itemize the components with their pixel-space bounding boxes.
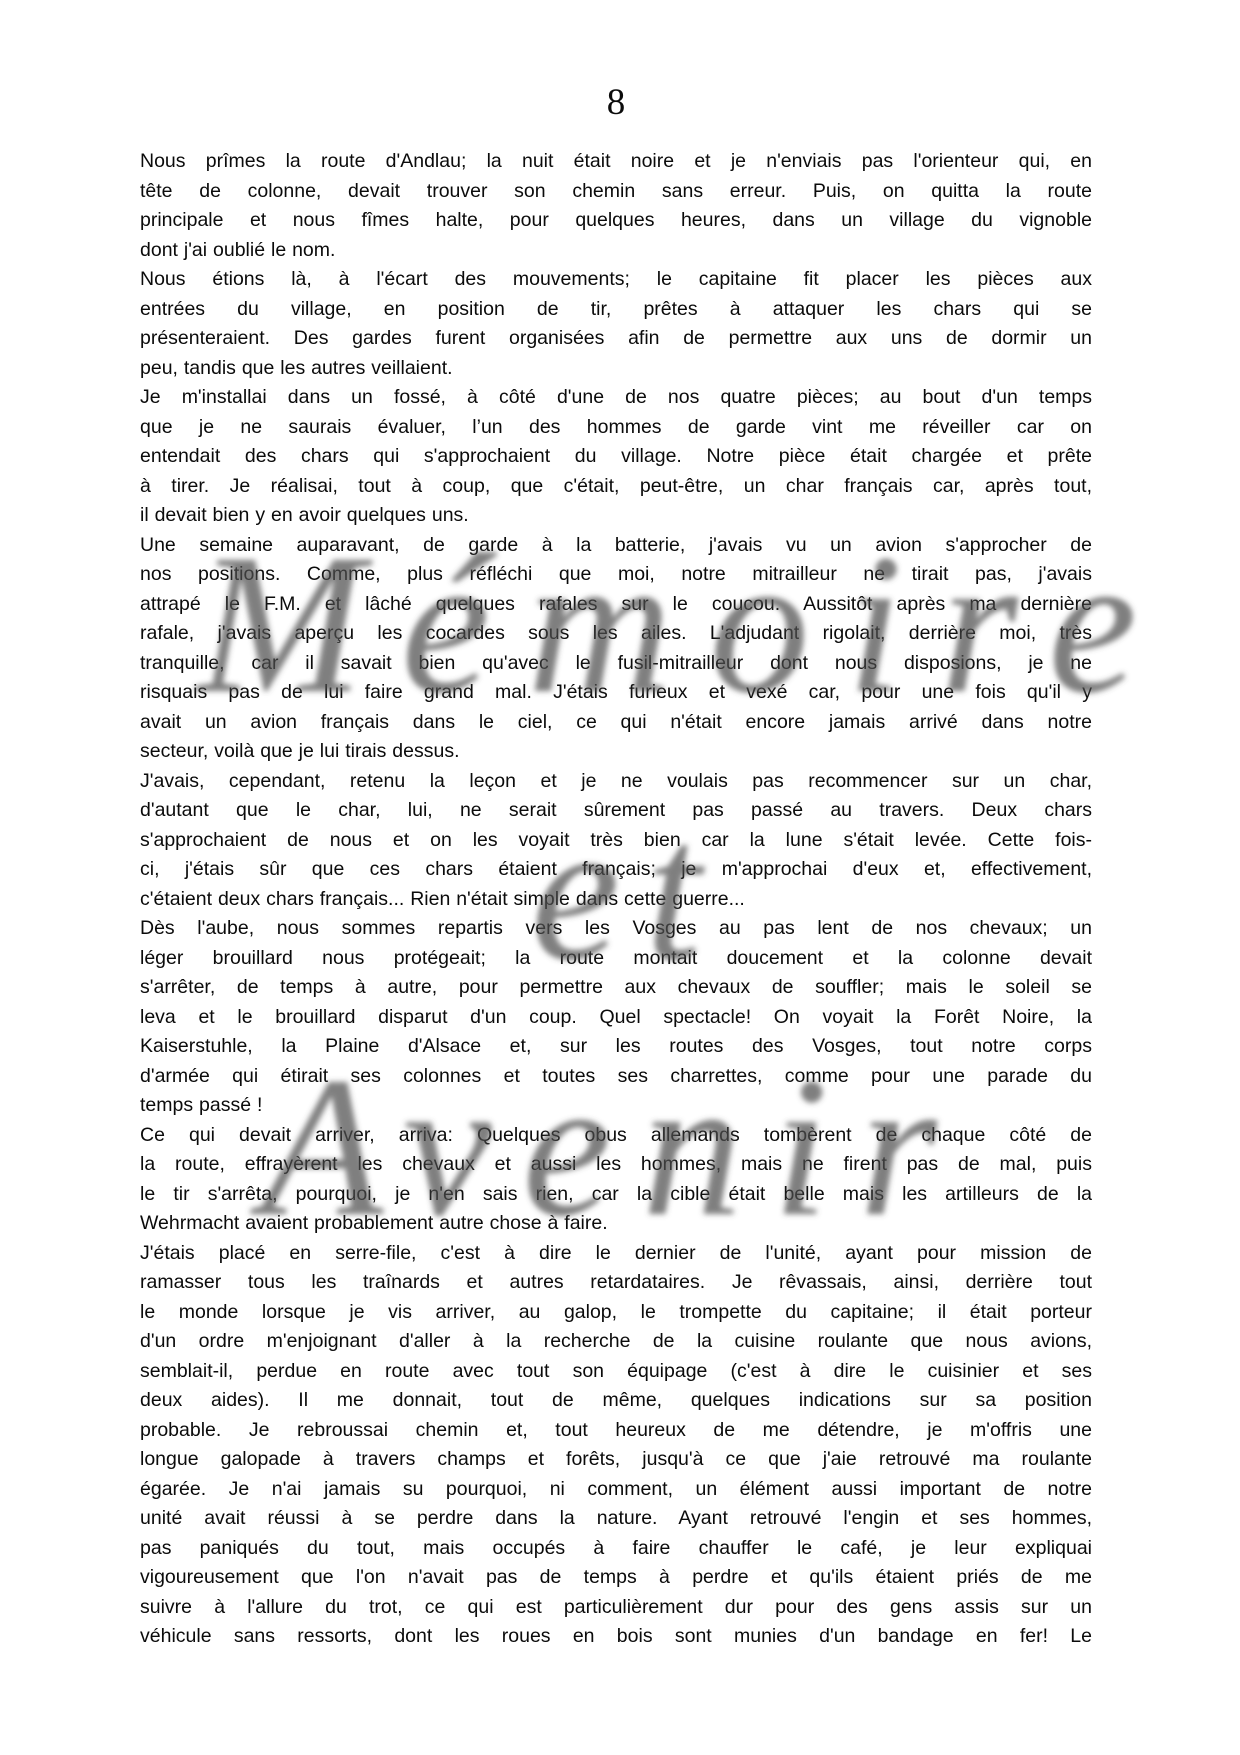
text-line: semblait-il, perdue en route avec tout son équipage (c'est à dire le cuisinier et ses xyxy=(140,1359,1092,1382)
text-line: leva et le brouillard disparut d'un coup. Quel spectacle! On voyait la Forêt Noire, la xyxy=(140,1005,1092,1028)
text-line: Wehrmacht avaient probablement autre chose à faire. xyxy=(140,1212,608,1234)
text-line: entendait des chars qui s'approchaient du village. Notre pièce était chargée et prête xyxy=(140,445,1092,467)
text-line: tranquille, car il savait bien qu'avec le fusil-mitrailleur dont nous disposions, je ne xyxy=(140,651,1092,674)
text-line: Nous prîmes la route d'Andlau; la nuit était noire et je n'enviais pas l'orienteur qui, en xyxy=(140,150,1092,172)
text-line: ci, j'étais sûr que ces chars étaient français; je m'approchai d'eux et, effectivement, xyxy=(140,858,1092,880)
text-line: vigoureusement que l'on n'avait pas de temps à perdre et qu'ils étaient priés de me xyxy=(140,1566,1092,1588)
text-line: J'étais placé en serre-file, c'est à dire le dernier de l'unité, ayant pour mission de xyxy=(140,1241,1092,1264)
text-line: s'arrêter, de temps à autre, pour permettre aux chevaux de souffler; mais le soleil se xyxy=(140,976,1092,998)
text-line: principale et nous fîmes halte, pour quelques heures, dans un village du vignoble xyxy=(140,209,1092,231)
text-line: longue galopade à travers champs et forêts, jusqu'à ce que j'aie retrouvé ma roulante xyxy=(140,1448,1092,1470)
text-line: véhicule sans ressorts, dont les roues en bois sont munies d'un bandage en fer! Le xyxy=(140,1625,1092,1647)
text-line: pas paniqués du tout, mais occupés à faire chauffer le café, je leur expliquai xyxy=(140,1536,1092,1559)
text-line: peu, tandis que les autres veillaient. xyxy=(140,356,453,379)
text-line: léger brouillard nous protégeait; la route montait doucement et la colonne devait xyxy=(140,946,1092,969)
text-line: s'approchaient de nous et on les voyait très bien car la lune s'était levée. Cette fois- xyxy=(140,828,1092,851)
watermark-word-et: et xyxy=(531,781,701,1002)
text-line: égarée. Je n'ai jamais su pourquoi, ni comment, un élément aussi important de notre xyxy=(140,1477,1092,1500)
text-line: nos positions. Comme, plus réfléchi que moi, notre mitrailleur ne tirait pas, j'avais xyxy=(140,563,1092,585)
text-line: Dès l'aube, nous sommes repartis vers les Vosges au pas lent de nos chevaux; un xyxy=(140,917,1092,939)
text-line: la route, effrayèrent les chevaux et aussi les hommes, mais ne firent pas de mal, puis xyxy=(140,1153,1092,1175)
text-line: d'autant que le char, lui, ne serait sûrement pas passé au travers. Deux chars xyxy=(140,799,1092,821)
text-line: Une semaine auparavant, de garde à la batterie, j'avais vu un avion s'approcher de xyxy=(140,533,1092,556)
text-line: avait un avion français dans le ciel, ce qui n'était encore jamais arrivé dans notre xyxy=(140,710,1092,733)
watermark-word-avenir: Avenir xyxy=(261,1037,937,1258)
text-line: dont j'ai oublié le nom. xyxy=(140,238,336,261)
text-line: temps passé ! xyxy=(140,1094,263,1116)
text-line: secteur, voilà que je lui tirais dessus. xyxy=(140,740,460,762)
text-line: le monde lorsque je vis arriver, au galop, le trompette du capitaine; il était porteur xyxy=(140,1300,1092,1323)
text-line: Ce qui devait arriver, arriva: Quelques obus allemands tombèrent de chaque côté de xyxy=(140,1123,1092,1146)
text-line: risquais pas de lui faire grand mal. J'étais furieux et vexé car, pour une fois qu'il y xyxy=(140,681,1092,703)
text-line: deux aides). Il me donnait, tout de même, quelques indications sur sa position xyxy=(140,1389,1092,1411)
text-line: que je ne saurais évaluer, l’un des hommes de garde vint me réveiller car on xyxy=(140,415,1092,438)
text-line: Kaiserstuhle, la Plaine d'Alsace et, sur les routes des Vosges, tout notre corps xyxy=(140,1035,1092,1057)
text-line: à tirer. Je réalisai, tout à coup, que c'était, peut-être, un char français car, après tout, xyxy=(140,474,1092,497)
watermark-word-memoire: Mémoire xyxy=(197,514,1137,735)
text-line: suivre à l'allure du trot, ce qui est particulièrement dur pour des gens assis sur un xyxy=(140,1595,1092,1618)
text-line: J'avais, cependant, retenu la leçon et je ne voulais pas recommencer sur un char, xyxy=(140,769,1092,792)
text-line: Je m'installai dans un fossé, à côté d'une de nos quatre pièces; au bout d'un temps xyxy=(140,386,1092,408)
text-line: unité avait réussi à se perdre dans la nature. Ayant retrouvé l'engin et ses hommes, xyxy=(140,1507,1092,1529)
text-line: présenteraient. Des gardes furent organisées afin de permettre aux uns de dormir un xyxy=(140,327,1092,349)
body-text xyxy=(140,147,1092,1652)
text-line: probable. Je rebroussai chemin et, tout heureux de me détendre, je m'offris une xyxy=(140,1418,1092,1441)
text-line: c'étaient deux chars français... Rien n'était simple dans cette guerre... xyxy=(140,887,745,910)
text-line: rafale, j'avais aperçu les cocardes sous les ailes. L'adjudant rigolait, derrière moi, très xyxy=(140,622,1092,644)
text-line: il devait bien y en avoir quelques uns. xyxy=(140,504,469,526)
text-line: Nous étions là, à l'écart des mouvements; le capitaine fit placer les pièces aux xyxy=(140,268,1092,290)
text-line: ramasser tous les traînards et autres retardataires. Je rêvassais, ainsi, derrière tout xyxy=(140,1271,1092,1293)
text-line: d'armée qui étirait ses colonnes et toutes ses charrettes, comme pour une parade du xyxy=(140,1064,1092,1087)
text-line: le tir s'arrêta, pourquoi, je n'en sais rien, car la cible était belle mais les artilleurs de la xyxy=(140,1182,1092,1205)
text-line: entrées du village, en position de tir, prêtes à attaquer les chars qui se xyxy=(140,297,1092,320)
text-line: attrapé le F.M. et lâché quelques rafales sur le coucou. Aussitôt après ma dernière xyxy=(140,592,1092,615)
text-line: d'un ordre m'enjoignant d'aller à la recherche de la cuisine roulante que nous avions, xyxy=(140,1330,1092,1352)
text-line: tête de colonne, devait trouver son chemin sans erreur. Puis, on quitta la route xyxy=(140,179,1092,202)
page-number: 8 xyxy=(606,82,626,123)
